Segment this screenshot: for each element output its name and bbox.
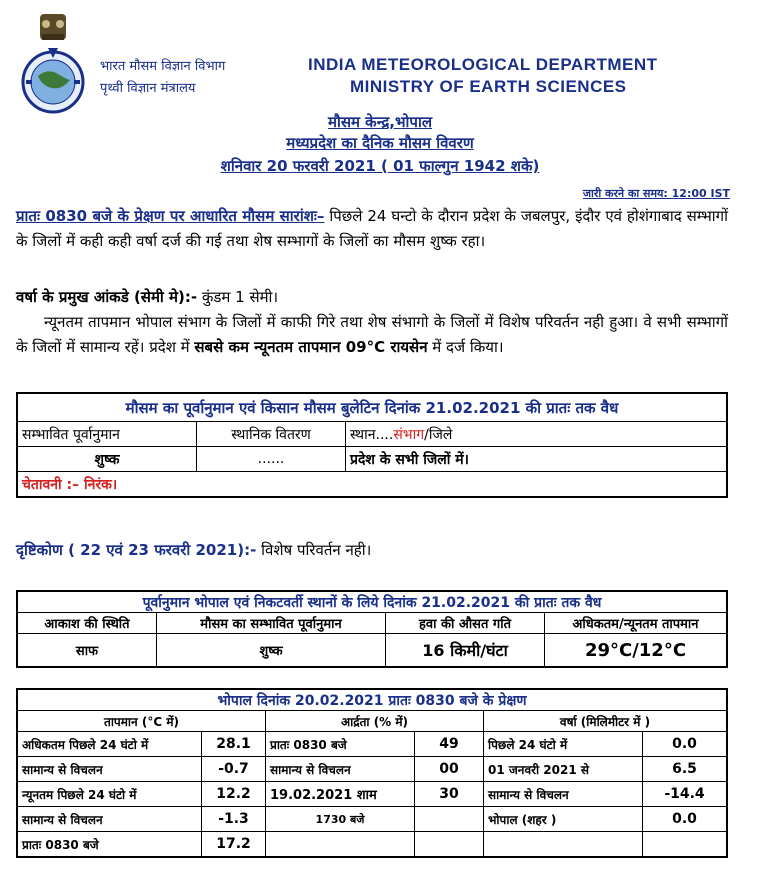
place-value: प्रदेश के सभी जिलों में। bbox=[346, 447, 728, 472]
t-label: सामान्य से विचलन bbox=[17, 807, 202, 832]
warning-text: चेतावनी :– निरंक। bbox=[17, 472, 727, 498]
min-temp-highlight: सबसे कम न्यूनतम तापमान 09°C रायसेन bbox=[194, 338, 428, 356]
summary-lead: प्रातः 0830 बजे के प्रेक्षण पर आधारित मौसम सारांशः– bbox=[16, 207, 325, 225]
forecast-col-header: सम्भावित पूर्वानुमान bbox=[17, 422, 197, 447]
r-value: 6.5 bbox=[643, 757, 728, 782]
h-label: सामान्य से विचलन bbox=[266, 757, 415, 782]
ministry-hindi: पृथ्वी विज्ञान मंत्रालय bbox=[100, 81, 196, 96]
min-temp-summary bbox=[16, 310, 728, 360]
h-label: प्रातः 0830 बजे bbox=[266, 732, 415, 757]
imd-emblem bbox=[18, 10, 88, 120]
sky-value: साफ bbox=[17, 634, 157, 668]
t-label: सामान्य से विचलन bbox=[17, 757, 202, 782]
bhopal-forecast-title: पूर्वानुमान भोपाल एवं निकटवर्ती स्थानों के लिये दिनांक 21.02.2021 की प्रातः तक वैध bbox=[17, 591, 727, 613]
weather-summary bbox=[16, 204, 728, 254]
temp-header: अधिकतम/न्यूनतम तापमान bbox=[545, 613, 728, 634]
min-temp-tail: में दर्ज किया। bbox=[427, 338, 504, 356]
r-label: भोपाल (शहर ) bbox=[484, 807, 643, 832]
report-title: मध्यप्रदेश का दैनिक मौसम विवरण bbox=[286, 134, 474, 152]
table-row bbox=[17, 782, 727, 807]
weather-header: मौसम का सम्भावित पूर्वानुमान bbox=[157, 613, 386, 634]
rain-value: कुंडम 1 सेमी। bbox=[197, 288, 279, 306]
t-value: 17.2 bbox=[202, 832, 266, 858]
r-label: सामान्य से विचलन bbox=[484, 782, 643, 807]
dept-name-english bbox=[308, 54, 658, 98]
t-value: 28.1 bbox=[202, 732, 266, 757]
outlook-label: दृष्टिकोण ( 22 एवं 23 फरवरी 2021):- bbox=[16, 541, 257, 559]
r-value: 0.0 bbox=[643, 807, 728, 832]
wind-header: हवा की औसत गति bbox=[386, 613, 545, 634]
h-label: 1730 बजे bbox=[266, 807, 415, 832]
rain-label: वर्षा के प्रमुख आंकडे (सेमी मे):- bbox=[16, 288, 198, 306]
t-label: अधिकतम पिछले 24 घंटो में bbox=[17, 732, 202, 757]
centre-title: मौसम केन्द्र,भोपाल bbox=[327, 113, 432, 131]
forecast-title: मौसम का पूर्वानुमान एवं किसान मौसम बुलेटिन दिनांक 21.02.2021 की प्रातः तक वैध bbox=[17, 393, 727, 422]
dept-english: INDIA METEOROLOGICAL DEPARTMENT bbox=[308, 55, 658, 74]
observations-title: भोपाल दिनांक 20.02.2021 प्रातः 0830 बजे के प्रेक्षण bbox=[17, 689, 727, 711]
r-value bbox=[643, 832, 728, 858]
h-value: 00 bbox=[415, 757, 484, 782]
min-temp-text: न्यूनतम तापमान भोपाल संभाग के जिलों में काफी गिरे तथा शेष संभागो के जिलों में विशेष परिवर्तन नही हुआ। वे सभी सम्भागों के जिलों में सामान्य रहें। प्रदेश में bbox=[16, 313, 728, 356]
issue-time: जारी करने का समय: 12:00 IST bbox=[582, 187, 730, 200]
outlook bbox=[16, 540, 371, 560]
t-value: -0.7 bbox=[202, 757, 266, 782]
h-value bbox=[415, 832, 484, 858]
rain-subheader: वर्षा (मिलिमीटर में ) bbox=[484, 711, 728, 732]
table-row bbox=[17, 807, 727, 832]
forecast-table bbox=[16, 392, 728, 498]
outlook-value: विशेष परिवर्तन नही। bbox=[256, 541, 372, 559]
table-row bbox=[17, 732, 727, 757]
bhopal-forecast-table bbox=[16, 590, 728, 668]
t-value: -1.3 bbox=[202, 807, 266, 832]
t-label: प्रातः 0830 बजे bbox=[17, 832, 202, 858]
distribution-col-header: स्थानिक वितरण bbox=[197, 422, 346, 447]
r-label bbox=[484, 832, 643, 858]
summary-text: पिछले 24 घन्टो के दौरान प्रदेश के जबलपुर, इंदौर एवं होशंगाबाद सम्भागों के जिलों में कही कही वर्षा दर्ज की गई तथा शेष सम्भागों के जिलों का मौसम शुष्क रहा। bbox=[16, 207, 728, 250]
r-value: -14.4 bbox=[643, 782, 728, 807]
emblem-icon bbox=[18, 10, 88, 120]
h-label: 19.02.2021 शाम bbox=[266, 782, 415, 807]
place-col-header: स्थान....संभाग/जिले bbox=[346, 422, 728, 447]
ministry-english: MINISTRY OF EARTH SCIENCES bbox=[350, 77, 627, 96]
observations-table bbox=[16, 688, 728, 858]
t-label: न्यूनतम पिछले 24 घंटो में bbox=[17, 782, 202, 807]
report-date: शनिवार 20 फरवरी 2021 ( 01 फाल्गुन 1942 शके) bbox=[220, 157, 540, 175]
sky-header: आकाश की स्थिति bbox=[17, 613, 157, 634]
distribution-value: ...... bbox=[197, 447, 346, 472]
temp-subheader: तापमान (°C में) bbox=[17, 711, 266, 732]
weather-value: शुष्क bbox=[157, 634, 386, 668]
r-label: पिछले 24 घंटो में bbox=[484, 732, 643, 757]
r-value: 0.0 bbox=[643, 732, 728, 757]
wind-value: 16 किमी/घंटा bbox=[386, 634, 545, 668]
rainfall-figures bbox=[16, 285, 728, 310]
h-value: 30 bbox=[415, 782, 484, 807]
table-row bbox=[17, 832, 727, 858]
h-value: 49 bbox=[415, 732, 484, 757]
table-row bbox=[17, 757, 727, 782]
h-value bbox=[415, 807, 484, 832]
t-value: 12.2 bbox=[202, 782, 266, 807]
h-label bbox=[266, 832, 415, 858]
humidity-subheader: आर्द्रता (% में) bbox=[266, 711, 484, 732]
forecast-value: शुष्क bbox=[17, 447, 197, 472]
dept-hindi: भारत मौसम विज्ञान विभाग bbox=[100, 59, 226, 74]
dept-name-hindi bbox=[100, 56, 225, 100]
temp-value: 29°C/12°C bbox=[545, 634, 728, 668]
r-label: 01 जनवरी 2021 से bbox=[484, 757, 643, 782]
